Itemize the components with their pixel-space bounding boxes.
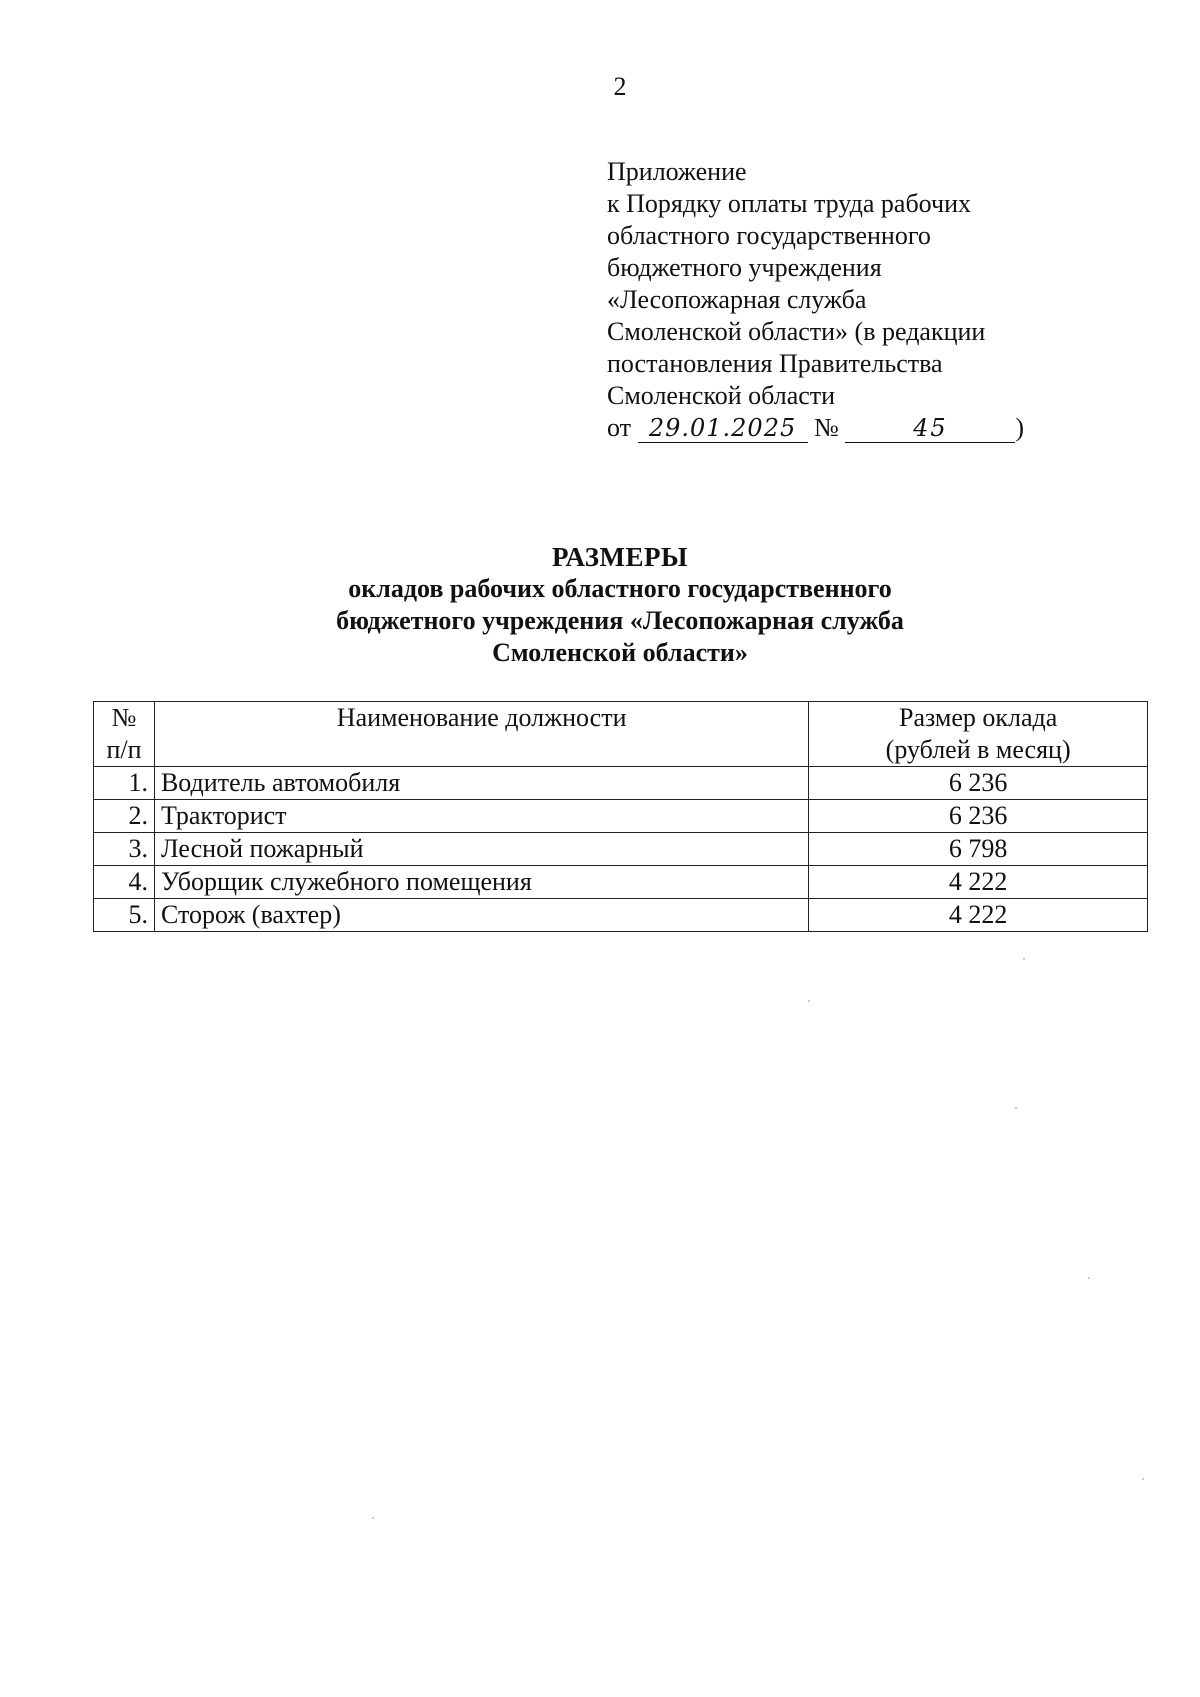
row-salary: 6 236: [809, 767, 1148, 800]
header-salary-line: (рублей в месяц): [885, 735, 1071, 764]
decree-number-label: №: [814, 413, 839, 442]
document-title: [0, 541, 1200, 669]
row-salary: 6 236: [809, 800, 1148, 833]
row-position: Лесной пожарный: [154, 833, 808, 866]
header-number: [94, 702, 155, 767]
row-position: Тракторист: [154, 800, 808, 833]
annex-line: Смоленской области: [607, 381, 836, 410]
table-row: [94, 800, 1148, 833]
row-position: Водитель автомобиля: [154, 767, 808, 800]
annex-line: Смоленской области» (в редакции: [607, 317, 986, 346]
decree-date-handwritten: 29.01.2025: [638, 414, 808, 443]
decree-from-label: от: [607, 413, 632, 442]
title-main: РАЗМЕРЫ: [551, 542, 689, 572]
title-subline: бюджетного учреждения «Лесопожарная служба: [336, 606, 904, 635]
annex-line: постановления Правительства: [607, 349, 943, 378]
table-row: [94, 899, 1148, 932]
row-salary: 4 222: [809, 866, 1148, 899]
table-row: [94, 866, 1148, 899]
scan-speck: [1015, 1107, 1017, 1109]
scan-speck: [1142, 1478, 1144, 1480]
row-number: 5.: [94, 899, 155, 932]
row-number: 1.: [94, 767, 155, 800]
header-position-name: Наименование должности: [154, 702, 808, 767]
title-subline: окладов рабочих областного государственного: [348, 574, 892, 603]
row-number: 3.: [94, 833, 155, 866]
header-number-line: №: [111, 703, 137, 732]
row-position: Сторож (вахтер): [154, 899, 808, 932]
header-salary-line: Размер оклада: [899, 703, 1058, 732]
decree-closing-paren: ): [1015, 413, 1025, 442]
scan-speck: [808, 1000, 810, 1002]
annex-line: «Лесопожарная служба: [607, 285, 867, 314]
annex-line: областного государственного: [607, 221, 931, 250]
header-number-line: п/п: [106, 735, 142, 764]
title-subline: Смоленской области»: [492, 638, 748, 667]
decree-number-handwritten: 45: [845, 414, 1015, 443]
scan-speck: [1088, 1277, 1090, 1279]
scan-speck: [372, 1517, 374, 1519]
row-salary: 4 222: [809, 899, 1148, 932]
annex-line: Приложение: [607, 157, 747, 186]
row-number: 4.: [94, 866, 155, 899]
salary-table: [93, 701, 1148, 932]
row-number: 2.: [94, 800, 155, 833]
decree-line: [607, 412, 1024, 444]
table-row: [94, 767, 1148, 800]
table-row: [94, 833, 1148, 866]
page-number: 2: [613, 72, 627, 101]
header-salary: [809, 702, 1148, 767]
row-salary: 6 798: [809, 833, 1148, 866]
table-header-row: [94, 702, 1148, 767]
annex-block: [607, 156, 1024, 444]
row-position: Уборщик служебного помещения: [154, 866, 808, 899]
annex-line: бюджетного учреждения: [607, 253, 882, 282]
scan-speck: [1023, 958, 1025, 960]
annex-line: к Порядку оплаты труда рабочих: [607, 189, 971, 218]
